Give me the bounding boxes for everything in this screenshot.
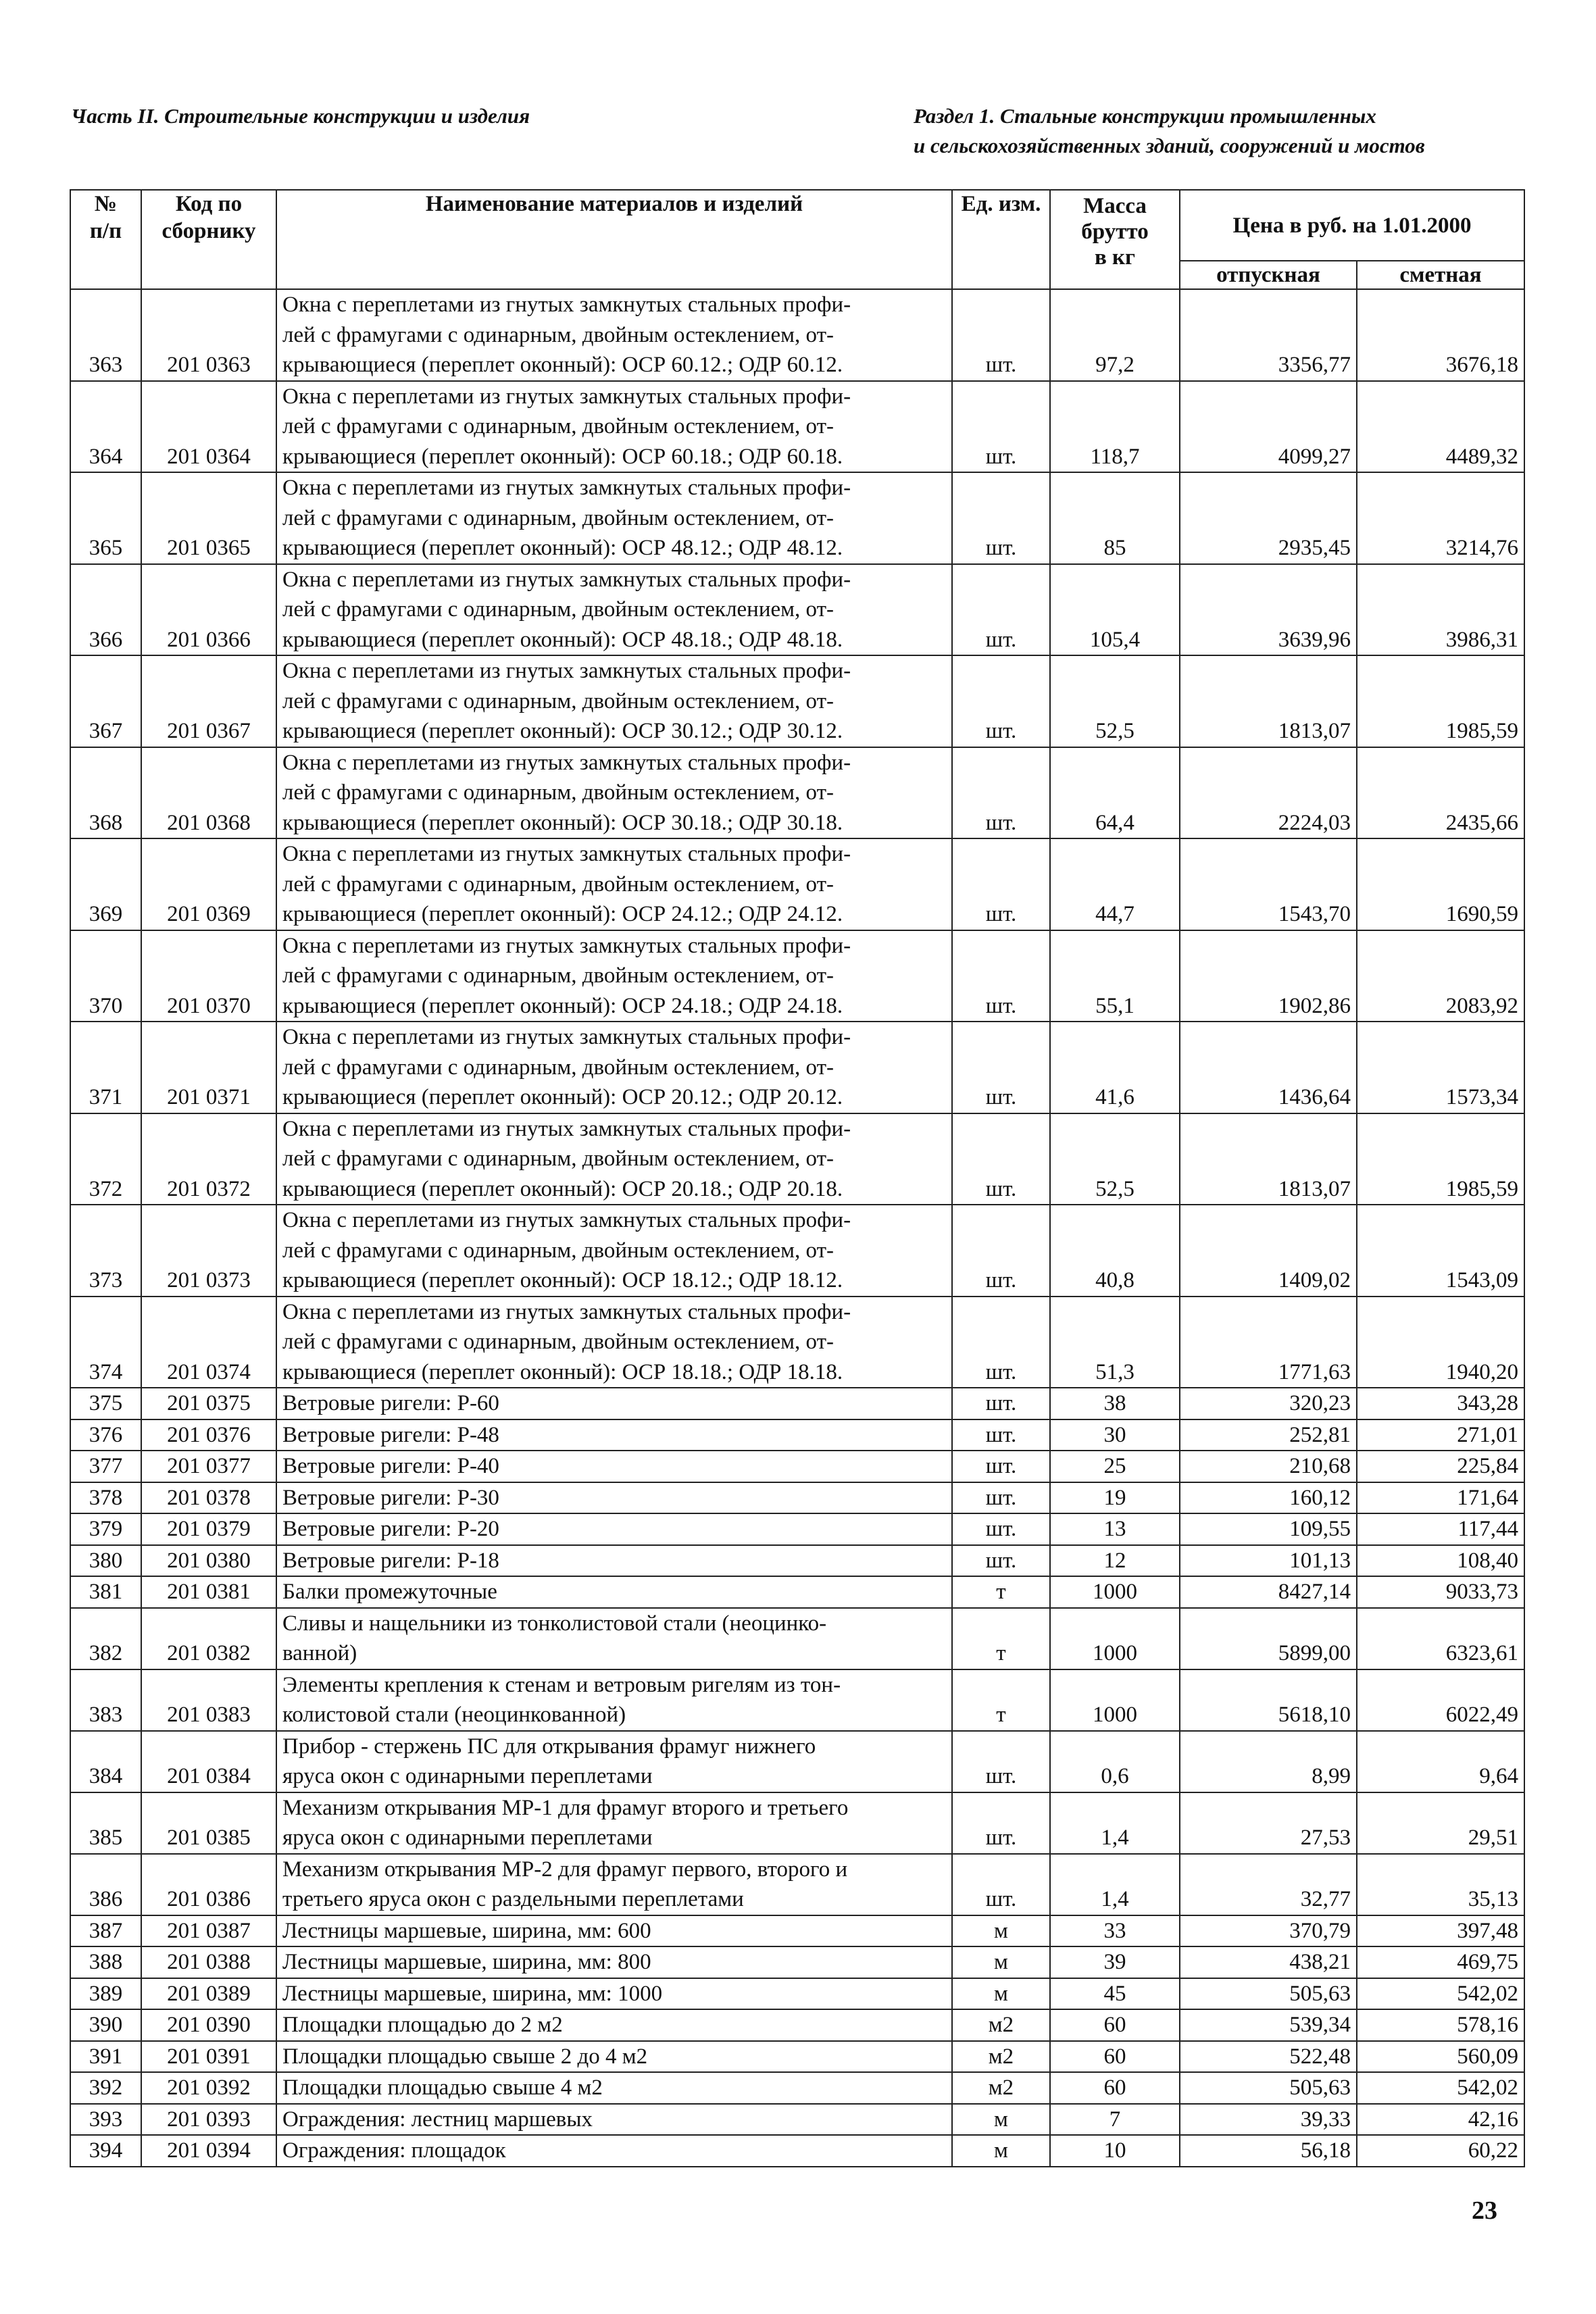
table-row [70,2041,1524,2073]
row-code: 201 0370 [141,930,276,1022]
row-mass: 44,7 [1050,838,1180,930]
row-mass: 97,2 [1050,289,1180,381]
table-row [70,1946,1524,1978]
row-mass: 55,1 [1050,930,1180,1022]
row-price-estimate: 6323,61 [1357,1608,1524,1669]
row-mass: 30 [1050,1419,1180,1451]
row-code: 201 0382 [141,1608,276,1669]
row-name: Ветровые ригели: Р-20 [276,1513,952,1545]
row-name: Ограждения: лестниц маршевых [276,2104,952,2136]
row-number: 375 [70,1388,141,1419]
running-header-right [914,101,1425,161]
row-unit: шт. [952,564,1050,656]
row-name: Окна с переплетами из гнутых замкнутых стальных профи- лей с фрамугами с одинарным, двойным остеклением, от- крывающиеся (переплет оконный): ОСР 48.18.; ОДР 48.18. [276,564,952,656]
table-row [70,289,1524,381]
row-price-estimate: 35,13 [1357,1854,1524,1915]
row-mass: 118,7 [1050,381,1180,473]
row-mass: 1,4 [1050,1854,1180,1915]
row-name: Окна с переплетами из гнутых замкнутых стальных профи- лей с фрамугами с одинарным, двойным остеклением, от- крывающиеся (переплет оконный): ОСР 60.18.; ОДР 60.18. [276,381,952,473]
table-row [70,1978,1524,2010]
row-unit: шт. [952,747,1050,839]
row-unit: м2 [952,2009,1050,2041]
row-price-estimate: 1985,59 [1357,655,1524,747]
row-number: 392 [70,2072,141,2104]
row-unit: шт. [952,1854,1050,1915]
row-code: 201 0377 [141,1451,276,1482]
row-unit: шт. [952,655,1050,747]
row-price-estimate: 1573,34 [1357,1022,1524,1113]
col-header-num: № п/п [70,190,141,289]
row-unit: шт. [952,1297,1050,1388]
row-name: Лестницы маршевые, ширина, мм: 600 [276,1915,952,1947]
row-code: 201 0386 [141,1854,276,1915]
row-price-release: 539,34 [1180,2009,1357,2041]
row-mass: 105,4 [1050,564,1180,656]
table-row [70,655,1524,747]
running-header-left: Часть II. Строительные конструкции и изделия [71,104,530,128]
running-header-right-line1: Раздел 1. Стальные конструкции промышленных [914,104,1376,128]
row-unit: м2 [952,2041,1050,2073]
table-row [70,472,1524,564]
row-price-release: 1813,07 [1180,1113,1357,1205]
row-code: 201 0368 [141,747,276,839]
table-row [70,1792,1524,1854]
row-name: Площадки площадью свыше 2 до 4 м2 [276,2041,952,2073]
row-price-release: 1813,07 [1180,655,1357,747]
row-price-release: 27,53 [1180,1792,1357,1854]
row-price-release: 56,18 [1180,2135,1357,2167]
table-row [70,2135,1524,2167]
row-name: Ограждения: площадок [276,2135,952,2167]
row-price-release: 252,81 [1180,1419,1357,1451]
row-unit: шт. [952,1792,1050,1854]
table-row [70,2072,1524,2104]
table-row [70,1731,1524,1792]
row-price-release: 1409,02 [1180,1205,1357,1297]
row-price-release: 1771,63 [1180,1297,1357,1388]
row-mass: 52,5 [1050,1113,1180,1205]
row-price-release: 3639,96 [1180,564,1357,656]
row-unit: м [952,2135,1050,2167]
row-mass: 1000 [1050,1669,1180,1731]
row-mass: 60 [1050,2041,1180,2073]
col-header-code: Код по сборнику [141,190,276,289]
row-name: Окна с переплетами из гнутых замкнутых стальных профи- лей с фрамугами с одинарным, двойным остеклением, от- крывающиеся (переплет оконный): ОСР 48.12.; ОДР 48.12. [276,472,952,564]
row-unit: м [952,1915,1050,1947]
row-number: 374 [70,1297,141,1388]
row-code: 201 0373 [141,1205,276,1297]
row-price-estimate: 3986,31 [1357,564,1524,656]
row-price-release: 39,33 [1180,2104,1357,2136]
table-row [70,930,1524,1022]
row-mass: 52,5 [1050,655,1180,747]
col-header-name: Наименование материалов и изделий [276,190,952,289]
row-mass: 39 [1050,1946,1180,1978]
row-unit: т [952,1669,1050,1731]
row-code: 201 0375 [141,1388,276,1419]
row-name: Ветровые ригели: Р-60 [276,1388,952,1419]
row-number: 387 [70,1915,141,1947]
row-name: Механизм открывания МР-1 для фрамуг второго и третьего яруса окон с одинарными переплетами [276,1792,952,1854]
row-name: Ветровые ригели: Р-30 [276,1482,952,1514]
row-price-release: 2935,45 [1180,472,1357,564]
row-code: 201 0363 [141,289,276,381]
row-number: 394 [70,2135,141,2167]
table-row [70,381,1524,473]
row-price-estimate: 560,09 [1357,2041,1524,2073]
row-mass: 0,6 [1050,1731,1180,1792]
row-code: 201 0383 [141,1669,276,1731]
row-price-release: 1902,86 [1180,930,1357,1022]
row-price-estimate: 6022,49 [1357,1669,1524,1731]
row-price-estimate: 1543,09 [1357,1205,1524,1297]
row-price-estimate: 578,16 [1357,2009,1524,2041]
row-price-release: 5899,00 [1180,1608,1357,1669]
row-code: 201 0394 [141,2135,276,2167]
row-number: 393 [70,2104,141,2136]
row-price-release: 522,48 [1180,2041,1357,2073]
row-price-release: 2224,03 [1180,747,1357,839]
row-name: Лестницы маршевые, ширина, мм: 800 [276,1946,952,1978]
row-code: 201 0378 [141,1482,276,1514]
row-mass: 60 [1050,2072,1180,2104]
row-price-release: 210,68 [1180,1451,1357,1482]
row-number: 389 [70,1978,141,2010]
col-header-mass: Масса брутто в кг [1050,190,1180,289]
row-unit: шт. [952,1113,1050,1205]
row-unit: шт. [952,1022,1050,1113]
row-unit: шт. [952,1513,1050,1545]
table-row [70,1576,1524,1608]
row-name: Балки промежуточные [276,1576,952,1608]
row-name: Окна с переплетами из гнутых замкнутых стальных профи- лей с фрамугами с одинарным, двойным остеклением, от- крывающиеся (переплет оконный): ОСР 30.18.; ОДР 30.18. [276,747,952,839]
row-unit: шт. [952,1545,1050,1577]
row-price-release: 1543,70 [1180,838,1357,930]
row-number: 369 [70,838,141,930]
table-row [70,1297,1524,1388]
row-unit: шт. [952,1731,1050,1792]
row-code: 201 0367 [141,655,276,747]
row-number: 371 [70,1022,141,1113]
price-table [70,189,1525,2167]
row-number: 372 [70,1113,141,1205]
col-header-price: Цена в руб. на 1.01.2000 [1180,190,1524,261]
row-price-estimate: 9033,73 [1357,1576,1524,1608]
col-header-price-estimate: сметная [1357,261,1524,289]
row-number: 376 [70,1419,141,1451]
row-price-release: 109,55 [1180,1513,1357,1545]
row-name: Окна с переплетами из гнутых замкнутых стальных профи- лей с фрамугами с одинарным, двойным остеклением, от- крывающиеся (переплет оконный): ОСР 24.12.; ОДР 24.12. [276,838,952,930]
row-number: 386 [70,1854,141,1915]
row-unit: т [952,1608,1050,1669]
row-price-release: 5618,10 [1180,1669,1357,1731]
table-row [70,564,1524,656]
row-name: Ветровые ригели: Р-48 [276,1419,952,1451]
row-number: 366 [70,564,141,656]
row-price-estimate: 397,48 [1357,1915,1524,1947]
row-code: 201 0379 [141,1513,276,1545]
row-number: 367 [70,655,141,747]
row-name: Сливы и нащельники из тонколистовой стали (неоцинко- ванной) [276,1608,952,1669]
table-row [70,2104,1524,2136]
row-price-estimate: 3676,18 [1357,289,1524,381]
row-price-estimate: 542,02 [1357,2072,1524,2104]
row-number: 363 [70,289,141,381]
row-number: 385 [70,1792,141,1854]
row-name: Окна с переплетами из гнутых замкнутых стальных профи- лей с фрамугами с одинарным, двойным остеклением, от- крывающиеся (переплет оконный): ОСР 24.18.; ОДР 24.18. [276,930,952,1022]
row-price-estimate: 542,02 [1357,1978,1524,2010]
row-mass: 38 [1050,1388,1180,1419]
table-row [70,1545,1524,1577]
table-row [70,1388,1524,1419]
row-number: 373 [70,1205,141,1297]
row-code: 201 0381 [141,1576,276,1608]
row-number: 391 [70,2041,141,2073]
row-price-release: 370,79 [1180,1915,1357,1947]
row-unit: м [952,1946,1050,1978]
row-number: 383 [70,1669,141,1731]
row-unit: шт. [952,381,1050,473]
row-code: 201 0393 [141,2104,276,2136]
row-number: 378 [70,1482,141,1514]
row-code: 201 0392 [141,2072,276,2104]
table-row [70,1419,1524,1451]
row-unit: шт. [952,838,1050,930]
row-price-release: 3356,77 [1180,289,1357,381]
row-price-release: 320,23 [1180,1388,1357,1419]
row-number: 364 [70,381,141,473]
row-code: 201 0385 [141,1792,276,1854]
row-code: 201 0365 [141,472,276,564]
row-code: 201 0391 [141,2041,276,2073]
row-code: 201 0380 [141,1545,276,1577]
row-number: 381 [70,1576,141,1608]
row-price-estimate: 3214,76 [1357,472,1524,564]
row-mass: 25 [1050,1451,1180,1482]
row-mass: 1000 [1050,1608,1180,1669]
row-price-estimate: 2435,66 [1357,747,1524,839]
row-price-estimate: 60,22 [1357,2135,1524,2167]
table-row [70,838,1524,930]
row-unit: шт. [952,472,1050,564]
row-code: 201 0371 [141,1022,276,1113]
row-price-estimate: 42,16 [1357,2104,1524,2136]
table-row [70,1022,1524,1113]
row-code: 201 0388 [141,1946,276,1978]
row-code: 201 0366 [141,564,276,656]
row-name: Элементы крепления к стенам и ветровым ригелям из тон- колистовой стали (неоцинкованной) [276,1669,952,1731]
row-unit: шт. [952,930,1050,1022]
row-mass: 85 [1050,472,1180,564]
table-row [70,1513,1524,1545]
row-code: 201 0390 [141,2009,276,2041]
row-name: Окна с переплетами из гнутых замкнутых стальных профи- лей с фрамугами с одинарным, двойным остеклением, от- крывающиеся (переплет оконный): ОСР 18.12.; ОДР 18.12. [276,1205,952,1297]
row-number: 380 [70,1545,141,1577]
row-price-estimate: 1985,59 [1357,1113,1524,1205]
row-price-release: 505,63 [1180,2072,1357,2104]
row-mass: 19 [1050,1482,1180,1514]
col-header-price-release: отпускная [1180,261,1357,289]
row-name: Лестницы маршевые, ширина, мм: 1000 [276,1978,952,2010]
row-mass: 45 [1050,1978,1180,2010]
row-number: 388 [70,1946,141,1978]
table-row [70,1482,1524,1514]
row-price-estimate: 343,28 [1357,1388,1524,1419]
row-code: 201 0369 [141,838,276,930]
row-number: 368 [70,747,141,839]
row-code: 201 0387 [141,1915,276,1947]
table-body [70,289,1524,2167]
row-price-release: 505,63 [1180,1978,1357,2010]
row-price-release: 8,99 [1180,1731,1357,1792]
row-name: Окна с переплетами из гнутых замкнутых стальных профи- лей с фрамугами с одинарным, двойным остеклением, от- крывающиеся (переплет оконный): ОСР 60.12.; ОДР 60.12. [276,289,952,381]
row-mass: 1000 [1050,1576,1180,1608]
row-unit: м [952,1978,1050,2010]
row-price-estimate: 225,84 [1357,1451,1524,1482]
table-row [70,1669,1524,1731]
row-price-estimate: 271,01 [1357,1419,1524,1451]
row-mass: 7 [1050,2104,1180,2136]
row-name: Прибор - стержень ПС для открывания фрамуг нижнего яруса окон с одинарными переплетами [276,1731,952,1792]
row-price-estimate: 1690,59 [1357,838,1524,930]
row-number: 365 [70,472,141,564]
row-mass: 10 [1050,2135,1180,2167]
row-number: 377 [70,1451,141,1482]
row-number: 382 [70,1608,141,1669]
row-price-release: 8427,14 [1180,1576,1357,1608]
row-number: 384 [70,1731,141,1792]
row-number: 379 [70,1513,141,1545]
row-name: Площадки площадью до 2 м2 [276,2009,952,2041]
row-price-estimate: 1940,20 [1357,1297,1524,1388]
row-mass: 40,8 [1050,1205,1180,1297]
running-header-right-line2: и сельскохозяйственных зданий, сооружений и мостов [914,134,1425,157]
row-name: Ветровые ригели: Р-40 [276,1451,952,1482]
row-mass: 33 [1050,1915,1180,1947]
row-name: Площадки площадью свыше 4 м2 [276,2072,952,2104]
row-price-release: 101,13 [1180,1545,1357,1577]
row-price-release: 160,12 [1180,1482,1357,1514]
row-name: Окна с переплетами из гнутых замкнутых стальных профи- лей с фрамугами с одинарным, двойным остеклением, от- крывающиеся (переплет оконный): ОСР 30.12.; ОДР 30.12. [276,655,952,747]
row-unit: шт. [952,1205,1050,1297]
row-price-release: 32,77 [1180,1854,1357,1915]
row-unit: м [952,2104,1050,2136]
row-code: 201 0374 [141,1297,276,1388]
row-unit: т [952,1576,1050,1608]
row-price-release: 438,21 [1180,1946,1357,1978]
row-name: Окна с переплетами из гнутых замкнутых стальных профи- лей с фрамугами с одинарным, двойным остеклением, от- крывающиеся (переплет оконный): ОСР 20.12.; ОДР 20.12. [276,1022,952,1113]
row-unit: шт. [952,289,1050,381]
table-row [70,1113,1524,1205]
table-row [70,1854,1524,1915]
table-row [70,747,1524,839]
table-row [70,1205,1524,1297]
row-mass: 41,6 [1050,1022,1180,1113]
row-mass: 60 [1050,2009,1180,2041]
row-price-estimate: 4489,32 [1357,381,1524,473]
row-mass: 64,4 [1050,747,1180,839]
row-mass: 13 [1050,1513,1180,1545]
row-mass: 51,3 [1050,1297,1180,1388]
row-unit: м2 [952,2072,1050,2104]
row-number: 370 [70,930,141,1022]
row-unit: шт. [952,1419,1050,1451]
row-price-estimate: 29,51 [1357,1792,1524,1854]
row-name: Ветровые ригели: Р-18 [276,1545,952,1577]
row-price-estimate: 108,40 [1357,1545,1524,1577]
row-number: 390 [70,2009,141,2041]
row-code: 201 0376 [141,1419,276,1451]
row-price-estimate: 117,44 [1357,1513,1524,1545]
row-price-estimate: 469,75 [1357,1946,1524,1978]
row-price-release: 4099,27 [1180,381,1357,473]
table-row [70,1608,1524,1669]
row-code: 201 0372 [141,1113,276,1205]
row-unit: шт. [952,1451,1050,1482]
row-unit: шт. [952,1388,1050,1419]
row-code: 201 0384 [141,1731,276,1792]
row-price-release: 1436,64 [1180,1022,1357,1113]
page-number: 23 [1472,2196,1497,2225]
row-price-estimate: 171,64 [1357,1482,1524,1514]
row-price-estimate: 2083,92 [1357,930,1524,1022]
table-row [70,1451,1524,1482]
row-name: Окна с переплетами из гнутых замкнутых стальных профи- лей с фрамугами с одинарным, двойным остеклением, от- крывающиеся (переплет оконный): ОСР 20.18.; ОДР 20.18. [276,1113,952,1205]
row-code: 201 0389 [141,1978,276,2010]
col-header-unit: Ед. изм. [952,190,1050,289]
table-row [70,2009,1524,2041]
row-mass: 12 [1050,1545,1180,1577]
row-unit: шт. [952,1482,1050,1514]
row-name: Окна с переплетами из гнутых замкнутых стальных профи- лей с фрамугами с одинарным, двойным остеклением, от- крывающиеся (переплет оконный): ОСР 18.18.; ОДР 18.18. [276,1297,952,1388]
row-name: Механизм открывания МР-2 для фрамуг первого, второго и третьего яруса окон с раздельными переплетами [276,1854,952,1915]
row-price-estimate: 9,64 [1357,1731,1524,1792]
table-row [70,1915,1524,1947]
row-code: 201 0364 [141,381,276,473]
row-mass: 1,4 [1050,1792,1180,1854]
